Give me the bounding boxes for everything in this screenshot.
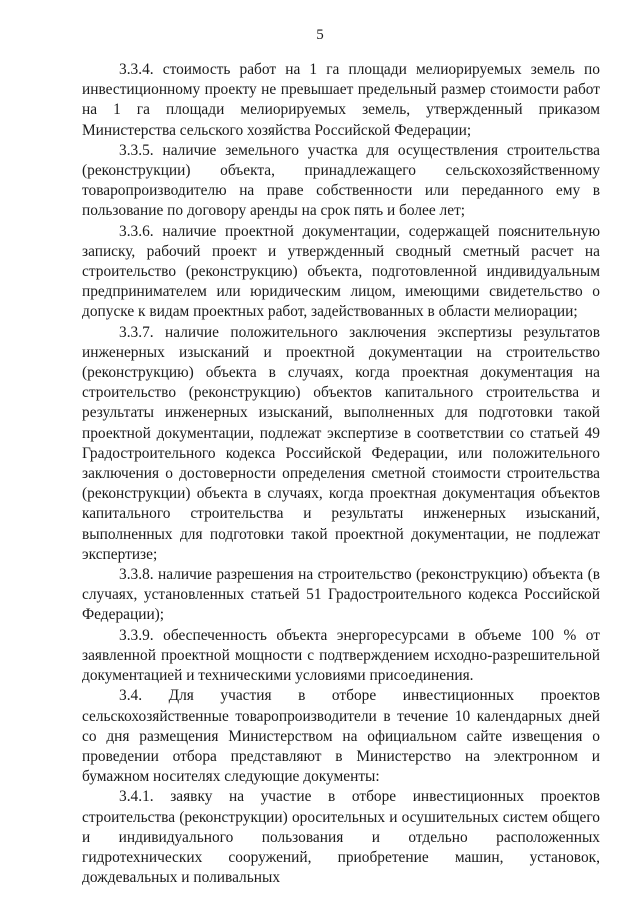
document-body — [82, 60, 600, 888]
page-number: 5 — [316, 27, 324, 43]
paragraph-3-4: 3.4. Для участия в отборе инвестиционных проектов сельскохозяйственные товаропроизводители в течение 10 календарных дней со дня размещения Министерством на официальном сайте извещения о проведении отбора представляют в Министерство на электронном и бумажном носителях следующие документы: — [82, 687, 600, 786]
paragraph-3-3-5: 3.3.5. наличие земельного участка для осуществления строительства (реконструкции) объекта, принадлежащего сельскохозяйственному товаропроизводителю на праве собственности или переданного ему в пользование по договору аренды на срок пять и более лет; — [82, 141, 600, 220]
paragraph-3-3-4: 3.3.4. стоимость работ на 1 га площади мелиорируемых земель по инвестиционному проекту не превышает предельный размер стоимости работ на 1 га площади мелиорируемых земель, утвержденный приказом Министерства сельского хозяйства Российской Федерации; — [82, 61, 600, 139]
paragraph-3-3-9: 3.3.9. обеспеченность объекта энергоресурсами в объеме 100 % от заявленной проектной мощности с подтверждением исходно-разрешительной документацией и техническими условиями присоединения. — [82, 626, 600, 685]
paragraph-3-3-7: 3.3.7. наличие положительного заключения экспертизы результатов инженерных изысканий и проектной документации на строительство (реконструкцию) объекта в случаях, когда проектная документация на строительство (реконструкцию) объектов капитального строительства и результаты инженерных изысканий, выполненных для подготовки такой проектной документации, подлежат экспертизе в соответствии со статьей 49 Градостроительного кодекса Российской Федерации, или положительного заключения о достоверности определения сметной стоимости строительства (реконструкции) объекта в случаях, когда проектная документация объектов капитального строительства и результаты инженерных изысканий, выполненных для подготовки такой проектной документации, не подлежат экспертизе; — [82, 323, 600, 563]
paragraph-3-3-8: 3.3.8. наличие разрешения на строительство (реконструкцию) объекта (в случаях, установленных статьей 51 Градостроительного кодекса Российской Федерации); — [82, 566, 600, 624]
paragraph-3-4-1: 3.4.1. заявку на участие в отборе инвестиционных проектов строительства (реконструкции) оросительных и осушительных систем общего и индивидуального пользования и отдельно расположенных гидротехнических сооружений, приобретение машин, установок, дождевальных и поливальных — [82, 788, 600, 887]
paragraph-3-3-6: 3.3.6. наличие проектной документации, содержащей пояснительную записку, рабочий проект и утвержденный сводный сметный расчет на строительство (реконструкцию) объекта, подготовленной индивидуальным предпринимателем или юридическим лицом, имеющими свидетельство о допуске к видам проектных работ, задействованных в области мелиорации; — [82, 222, 600, 321]
